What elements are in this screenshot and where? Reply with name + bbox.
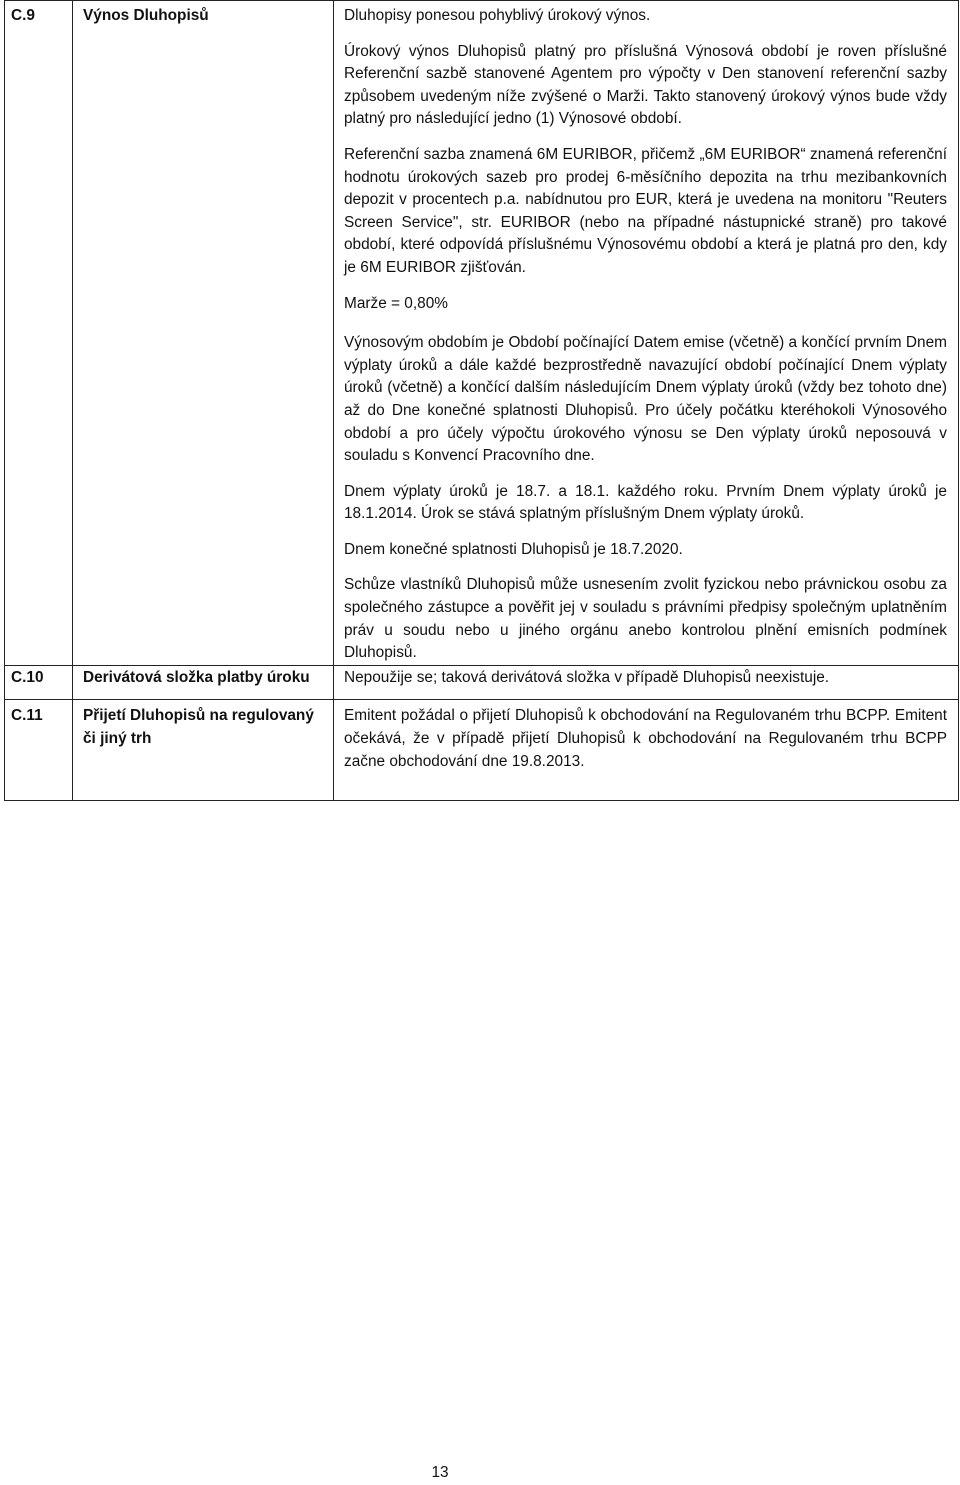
paragraph-yield-definition: Úrokový výnos Dluhopisů platný pro příslušná Výnosová období je roven příslušné Referenční sazbě stanovené Agentem pro výpočty v Den stanovení referenční sazby způsobem uvedeným níže zvýšené o Marži. Takto stanovený úrokový výnos bude vždy platný pro následující jedno (1) Výnosové období.: [344, 42, 947, 128]
row-content: [334, 700, 959, 801]
table-row-c10: [5, 665, 959, 700]
row-content: [334, 665, 959, 700]
summary-table: [4, 0, 959, 801]
row-title: Přijetí Dluhopisů na regulovaný či jiný trh: [73, 700, 334, 801]
row-id: C.11: [5, 700, 73, 801]
page-number: 13: [431, 1464, 449, 1481]
paragraph-admission-to-trading: Emitent požádal o přijetí Dluhopisů k obchodování na Regulovaném trhu BCPP. Emitent očekává, že v případě přijetí Dluhopisů k obchodování na Regulovaném trhu BCPP začne obchodování dne 19.8.2013.: [344, 707, 947, 770]
paragraph-margin: Marže = 0,80%: [344, 294, 448, 312]
paragraph-yield-period: Výnosovým obdobím je Období počínající Datem emise (včetně) a končící prvním Dnem výplaty úroků a dále každé bezprostředně navazující období počínající Dnem výplaty úroků (včetně) a končící dalším následujícím Dnem výplaty úroků (vždy bez tohoto dne) až do Dne konečné splatnosti Dluhopisů. Pro účely počátku kteréhokoli Výnosového období a pro účely výpočtu úrokového výnosu se Den výplaty úroků neposouvá v souladu s Konvencí Pracovního dne.: [344, 334, 947, 465]
row-id: C.9: [5, 1, 73, 666]
paragraph-reference-rate: Referenční sazba znamená 6M EURIBOR, přičemž „6M EURIBOR“ znamená referenční hodnotu úrokových sazeb pro prodej 6-měsíčního depozita na trhu mezibankovních depozit v procentech p.a. nabídnutou pro EUR, která je uvedena na monitoru "Reuters Screen Service", str. EURIBOR (nebo na případné nástupnické straně) pro takové období, které odpovídá příslušnému Výnosovému období a která je platná pro den, kdy je 6M EURIBOR zjišťován.: [344, 145, 947, 276]
table-row-c11: [5, 700, 959, 801]
table-row-c9: [5, 1, 959, 666]
paragraph-floating-yield: Dluhopisy ponesou pohyblivý úrokový výnos.: [344, 7, 651, 24]
paragraph-derivative-component: Nepoužije se; taková derivátová složka v případě Dluhopisů neexistuje.: [344, 668, 830, 686]
row-title: Derivátová složka platby úroku: [73, 665, 334, 700]
paragraph-payment-dates: Dnem výplaty úroků je 18.7. a 18.1. každého roku. Prvním Dnem výplaty úroků je 18.1.2014. Úrok se stává splatným příslušným Dnem výplaty úroků.: [344, 482, 947, 523]
row-content: [334, 1, 959, 666]
row-id: C.10: [5, 665, 73, 700]
paragraph-maturity-date: Dnem konečné splatnosti Dluhopisů je 18.7.2020.: [344, 540, 683, 558]
row-title: Výnos Dluhopisů: [73, 1, 334, 666]
paragraph-bondholders-meeting: Schůze vlastníků Dluhopisů může usnesením zvolit fyzickou nebo právnickou osobu za společného zástupce a pověřit jej v souladu s právními předpisy společným uplatněním práv u soudu nebo u jiného orgánu anebo kontrolou plnění emisních podmínek Dluhopisů.: [344, 576, 947, 662]
